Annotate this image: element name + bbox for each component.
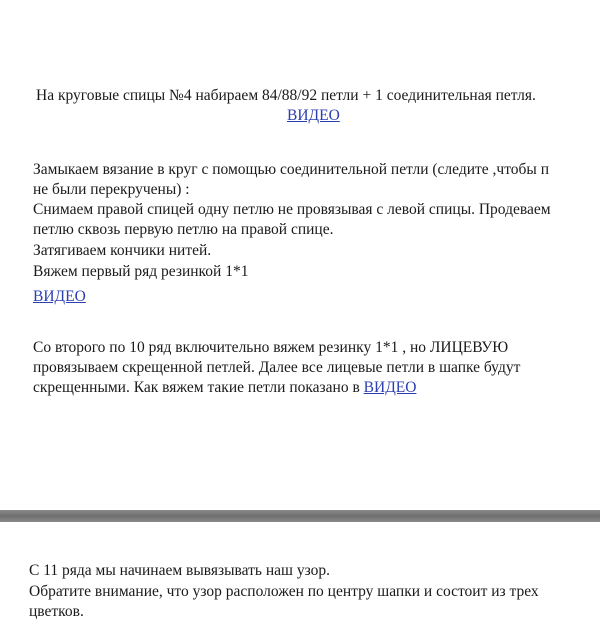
- block1-line-5: Затягиваем кончики нитей.: [33, 242, 212, 259]
- block1-line-1: Замыкаем вязание в круг с помощью соединительной петли (следите ,чтобы п: [33, 161, 549, 178]
- block2-line-1: Со второго по 10 ряд включительно вяжем резинку 1*1 , но ЛИЦЕВУЮ: [33, 339, 509, 356]
- block2-line-3: [33, 378, 416, 397]
- block1-line-2: не были перекручены) :: [33, 181, 190, 198]
- page2-line-1: С 11 ряда мы начинаем вывязывать наш узор.: [29, 562, 330, 579]
- document-page-2: [0, 522, 600, 625]
- block2-video-link[interactable]: ВИДЕО: [363, 379, 417, 396]
- intro-video-link[interactable]: ВИДЕО: [287, 107, 340, 124]
- block2-line-2: провязываем скрещенной петлей. Далее все лицевые петли в шапке будут: [33, 359, 521, 376]
- block1-line-3: Снимаем правой спицей одну петлю не провязывая с левой спицы. Продеваем: [33, 201, 551, 218]
- page-divider: [0, 510, 600, 522]
- intro-line: На круговые спицы №4 набираем 84/88/92 петли + 1 соединительная петля.: [36, 87, 536, 104]
- block2-line-3-text: скрещенными. Как вяжем такие петли показано в: [33, 379, 364, 396]
- block1-line-4: петлю сквозь первую петлю на правой спице.: [33, 221, 334, 238]
- block1-line-6: Вяжем первый ряд резинкой 1*1: [33, 263, 249, 280]
- block1-video-link[interactable]: ВИДЕО: [33, 288, 86, 305]
- page2-line-2: Обратите внимание, что узор расположен по центру шапки и состоит из трех: [29, 583, 539, 600]
- page2-line-3: цветков.: [29, 603, 84, 620]
